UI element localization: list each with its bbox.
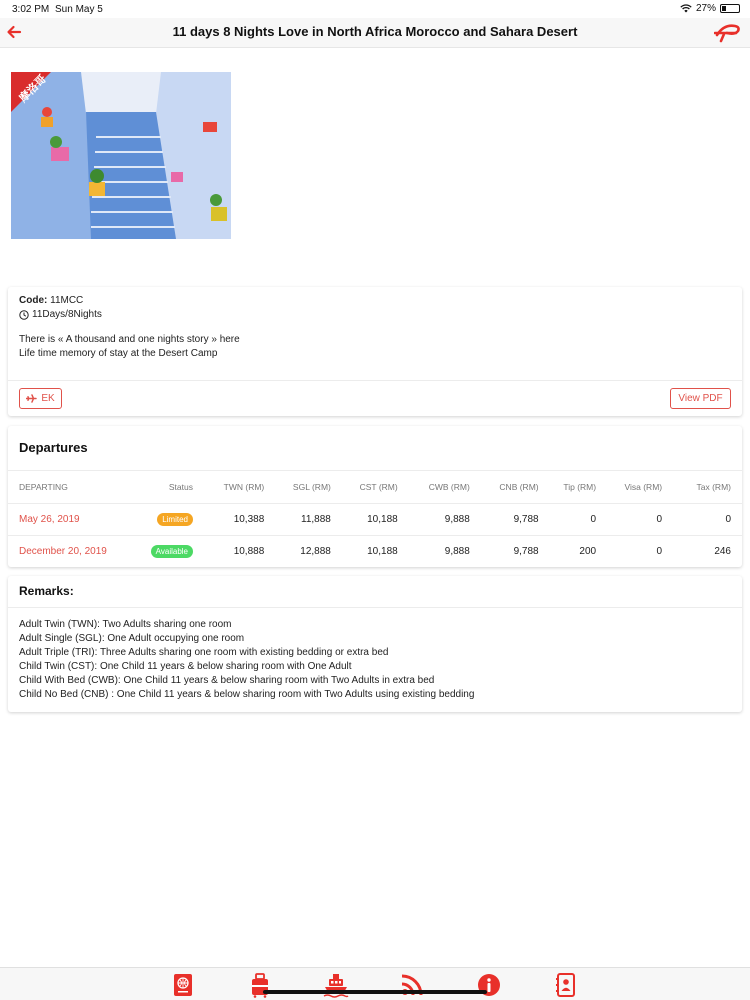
col-tip: Tip (RM) [539, 471, 596, 504]
status-bar [0, 0, 750, 18]
departures-title: Departures [19, 440, 88, 455]
contacts-book-icon[interactable] [553, 972, 579, 998]
price-cnb: 9,788 [470, 504, 539, 536]
remarks-list [19, 618, 474, 702]
tour-code [19, 295, 83, 306]
col-status: Status [128, 471, 193, 504]
airplane-icon [26, 394, 37, 403]
hero-illustration [11, 72, 231, 239]
status-time: 3:02 PM [12, 4, 50, 15]
price-twn: 10,388 [193, 504, 264, 536]
tour-duration-text: 11Days/8Nights [32, 309, 102, 320]
col-cnb: CNB (RM) [470, 471, 539, 504]
status-date: Sun May 5 [55, 4, 103, 15]
divider [8, 380, 742, 381]
tour-duration [19, 309, 102, 320]
divider [8, 607, 742, 608]
table-header-row [8, 471, 742, 504]
wifi-icon [680, 4, 692, 13]
price-cst: 10,188 [331, 504, 398, 536]
page-title: 11 days 8 Nights Love in North Africa Morocco and Sahara Desert [172, 24, 578, 39]
price-cnb: 9,788 [513, 546, 539, 558]
list-item: Child With Bed (CWB): One Child 11 years & below sharing room with Two Adults in extra bed [19, 675, 435, 686]
price-tax: 0 [662, 504, 742, 536]
list-item: Child No Bed (CNB) : One Child 11 years & below sharing room with Two Adults using existing bedding [19, 689, 475, 700]
col-cst: CST (RM) [331, 471, 398, 504]
view-pdf-button[interactable]: View PDF [670, 388, 731, 409]
list-item: Adult Triple (TRI): Three Adults sharing one room with existing bedding or extra bed [19, 647, 389, 658]
passport-globe-icon[interactable] [170, 972, 196, 998]
departures-card [8, 426, 742, 567]
list-item: Child Twin (CST): One Child 11 years & below sharing room with One Adult [19, 661, 352, 672]
price-twn: 10,888 [233, 546, 265, 558]
bottom-tab-bar [0, 967, 750, 1000]
table-row[interactable] [8, 504, 742, 536]
battery-percent: 27% [695, 3, 716, 14]
nav-bar [0, 18, 750, 48]
price-cwb: 9,888 [398, 504, 470, 536]
brand-logo-icon[interactable] [714, 21, 742, 43]
clock-icon [19, 310, 29, 320]
status-right [680, 3, 740, 14]
col-sgl: SGL (RM) [264, 471, 331, 504]
hero-stamp-text: 摩洛哥 [16, 72, 50, 105]
battery-fill [722, 6, 726, 11]
battery-icon [720, 4, 740, 13]
price-sgl: 12,888 [300, 546, 331, 558]
price-tax: 246 [714, 546, 731, 558]
departure-date[interactable]: May 26, 2019 [8, 504, 128, 536]
tour-code-label: Code: [19, 295, 48, 306]
remarks-title: Remarks: [19, 584, 74, 598]
status-badge: Limited [157, 513, 193, 526]
info-icon[interactable] [476, 972, 502, 998]
tour-description [19, 333, 240, 361]
col-tax: Tax (RM) [662, 471, 742, 504]
price-visa: 0 [656, 546, 663, 558]
luggage-icon[interactable] [247, 972, 273, 998]
list-item: Adult Twin (TWN): Two Adults sharing one room [19, 619, 232, 630]
price-visa: 0 [596, 504, 662, 536]
price-tip: 0 [539, 504, 596, 536]
tour-description-line: Life time memory of stay at the Desert Camp [19, 348, 218, 359]
airline-button[interactable] [19, 388, 62, 409]
airline-label: EK [41, 393, 55, 404]
col-cwb: CWB (RM) [398, 471, 470, 504]
cruise-ship-icon[interactable] [323, 972, 349, 998]
col-visa: Visa (RM) [596, 471, 662, 504]
tour-code-value: 11MCC [50, 295, 84, 306]
list-item: Adult Single (SGL): One Adult occupying one room [19, 633, 245, 644]
price-cwb: 9,888 [444, 546, 470, 558]
status-badge: Available [151, 545, 193, 558]
tour-info-card [8, 287, 742, 416]
price-sgl: 11,888 [264, 504, 331, 536]
home-indicator[interactable] [263, 990, 487, 994]
table-row[interactable] [8, 536, 742, 568]
departures-table [8, 470, 742, 568]
col-twn: TWN (RM) [193, 471, 264, 504]
tour-hero-image [11, 72, 231, 239]
departure-date[interactable]: December 20, 2019 [19, 546, 107, 558]
tour-description-line: There is « A thousand and one nights story » here [19, 334, 240, 345]
price-cst: 10,188 [367, 546, 398, 558]
remarks-card [8, 576, 742, 712]
col-departing: DEPARTING [8, 471, 128, 504]
price-tip: 200 [579, 546, 597, 558]
rss-feed-icon[interactable] [399, 972, 425, 998]
